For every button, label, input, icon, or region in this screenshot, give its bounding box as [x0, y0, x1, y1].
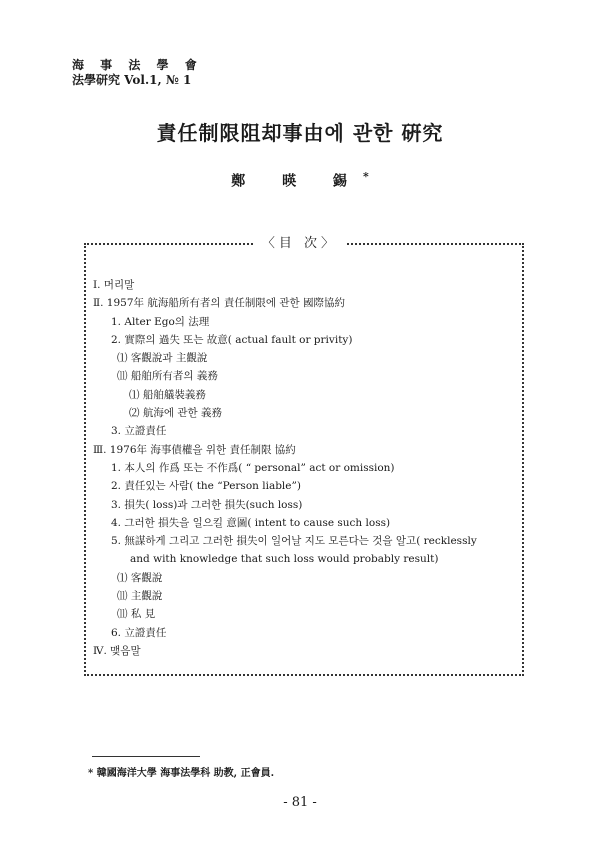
toc-item: and with knowledge that such loss would probably result) [130, 553, 439, 566]
author-mark: * [362, 170, 369, 183]
footnote: * 韓國海洋大學 海事法學科 助教, 正會員. [88, 768, 275, 779]
toc-item: 3. 損失( loss)과 그러한 損失(such loss) [111, 498, 303, 511]
toc-item: ⑾ 船舶所有者의 義務 [117, 370, 218, 383]
toc-item: ⑾ 主觀說 [117, 590, 163, 603]
toc-item: Ⅰ. 머리말 [93, 279, 135, 291]
toc-item: Ⅱ. 1957年 航海船所有者의 責任制限에 관한 國際協約 [93, 297, 345, 310]
toc-item: 2. 責任있는 사람( the “Person liable”) [111, 480, 301, 493]
toc-heading: 〈目 次〉 [254, 236, 346, 251]
toc-item: ⑴ 客觀說 [117, 571, 163, 584]
toc-item: ⑾ 私 見 [117, 608, 156, 621]
toc-item: 1. Alter Ego의 法理 [111, 315, 210, 328]
page-number: - 81 - [283, 795, 317, 810]
toc-item: 5. 無謀하게 그리고 그러한 損失이 일어날 지도 모른다는 것을 알고( recklessly [111, 535, 477, 548]
author-name: 鄭 暎 錫 [231, 173, 363, 190]
journal-issue: 法學研究 Vol.1, № 1 [72, 73, 192, 87]
author-line [0, 170, 600, 191]
toc-item: 4. 그러한 損失을 일으킬 意圖( intent to cause such loss) [111, 516, 391, 529]
toc-item: 6. 立證責任 [111, 626, 167, 639]
toc-item: ⑴ 船舶艤裝義務 [129, 388, 206, 401]
journal-name: 海 事 法 學 會 [72, 58, 203, 72]
paper-title: 責任制限阻却事由에 관한 硏究 [156, 121, 444, 145]
footnote-rule [92, 756, 200, 757]
toc-item: 1. 本人의 作爲 또는 不作爲( “ personal” act or omission) [111, 461, 395, 474]
toc-heading-wrap [0, 232, 600, 251]
toc-item: 2. 實際의 過失 또는 故意( actual fault or privity) [111, 333, 353, 346]
toc-item: ⑵ 航海에 관한 義務 [129, 407, 222, 420]
journal-header [72, 58, 203, 88]
toc-list [93, 276, 477, 660]
toc-item: Ⅲ. 1976年 海事債權을 위한 責任制限 協約 [93, 443, 296, 456]
toc-item: ⑴ 客觀說과 主觀說 [117, 352, 208, 365]
toc-item: Ⅳ. 맺음말 [93, 644, 141, 657]
toc-item: 3. 立證責任 [111, 425, 167, 438]
